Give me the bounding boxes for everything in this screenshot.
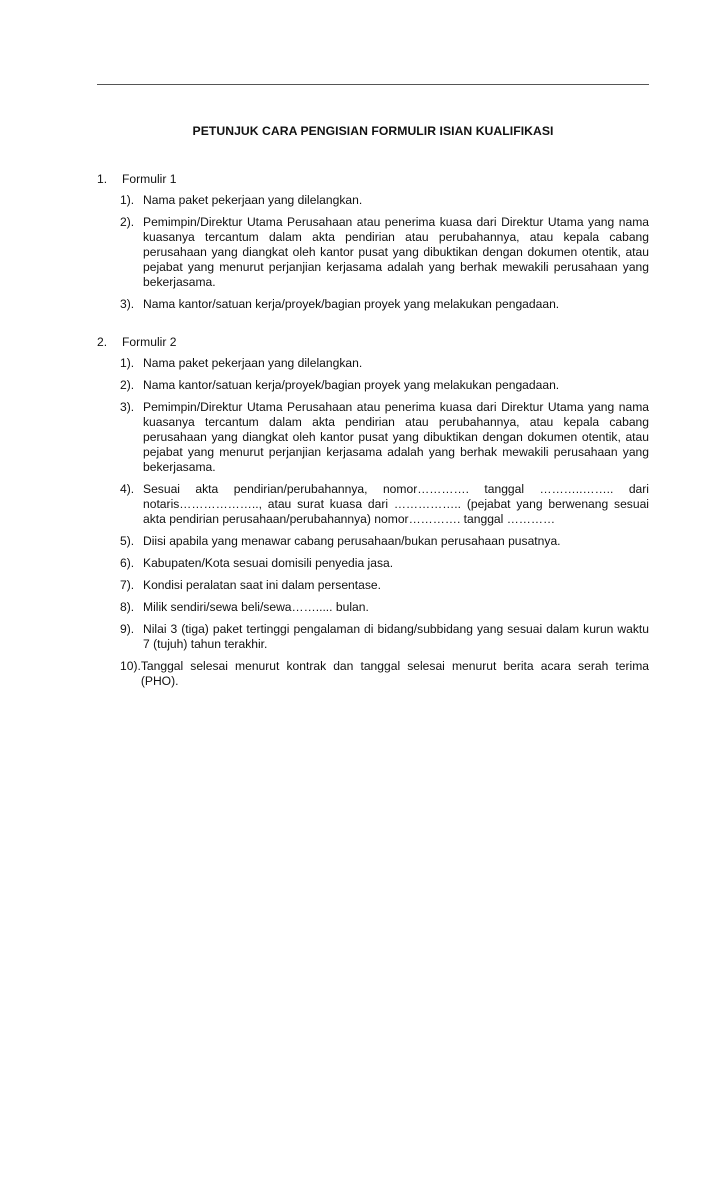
item-text: Tanggal selesai menurut kontrak dan tanggal selesai menurut berita acara serah terima (PHO). <box>140 659 649 688</box>
list-item <box>120 378 649 393</box>
item-number: 10). <box>120 659 141 673</box>
item-number: 2). <box>120 215 135 229</box>
list-item <box>120 600 649 615</box>
item-text: Nama kantor/satuan kerja/proyek/bagian proyek yang melakukan pengadaan. <box>143 378 560 392</box>
list-item <box>120 297 649 312</box>
list-item <box>120 659 649 689</box>
document-title: PETUNJUK CARA PENGISIAN FORMULIR ISIAN KUALIFIKASI <box>192 124 554 138</box>
instruction-list <box>97 172 649 696</box>
item-number: 5). <box>120 534 135 548</box>
section-items <box>97 356 649 689</box>
item-number: 1). <box>120 356 135 370</box>
list-item <box>120 482 649 527</box>
item-text: Diisi apabila yang menawar cabang perusahaan/bukan perusahaan pusatnya. <box>143 534 561 548</box>
section-number: 1. <box>97 172 108 186</box>
section-number: 2. <box>97 335 108 349</box>
list-item <box>120 578 649 593</box>
item-text: Nama paket pekerjaan yang dilelangkan. <box>143 193 363 207</box>
item-number: 1). <box>120 193 135 207</box>
item-text: Milik sendiri/sewa beli/sewa……..... bulan. <box>143 600 369 614</box>
item-text: Nama kantor/satuan kerja/proyek/bagian proyek yang melakukan pengadaan. <box>143 297 560 311</box>
section-heading <box>97 172 649 187</box>
list-item <box>120 356 649 371</box>
section-title: Formulir 1 <box>122 172 177 186</box>
item-text: Nilai 3 (tiga) paket tertinggi pengalaman di bidang/subbidang yang sesuai dalam kurun waktu 7 (tujuh) tahun terakhir. <box>143 622 649 651</box>
list-item <box>120 400 649 475</box>
section-heading <box>97 335 649 350</box>
item-number: 3). <box>120 297 135 311</box>
item-text: Nama paket pekerjaan yang dilelangkan. <box>143 356 363 370</box>
item-number: 2). <box>120 378 135 392</box>
item-text: Kondisi peralatan saat ini dalam persentase. <box>143 578 381 592</box>
item-text: Sesuai akta pendirian/perubahannya, nomor…………. tanggal ………..…….. dari notaris……………….., atau surat kuasa dari …………….. (pejabat yang berwenang sesuai akta pendirian perusahaan/perubahannya) nomor…………. tanggal ………… <box>143 482 649 526</box>
item-text: Kabupaten/Kota sesuai domisili penyedia jasa. <box>143 556 394 570</box>
item-number: 3). <box>120 400 135 414</box>
item-number: 9). <box>120 622 135 636</box>
section-formulir-2 <box>97 335 649 689</box>
section-items <box>97 193 649 312</box>
list-item <box>120 556 649 571</box>
item-number: 4). <box>120 482 135 496</box>
item-number: 7). <box>120 578 135 592</box>
list-item <box>120 622 649 652</box>
list-item <box>120 534 649 549</box>
top-divider <box>97 84 649 85</box>
item-text: Pemimpin/Direktur Utama Perusahaan atau penerima kuasa dari Direktur Utama yang nama kuasanya tercantum dalam akta pendirian atau perubahannya, atau kepala cabang perusahaan yang diangkat oleh kantor pusat yang dibuktikan dengan dokumen otentik, atau pejabat yang menurut perjanjian kerjasama adalah yang berhak mewakili perusahaan yang bekerjasama. <box>143 400 649 474</box>
section-formulir-1 <box>97 172 649 312</box>
list-item <box>120 193 649 208</box>
section-title: Formulir 2 <box>122 335 177 349</box>
item-number: 6). <box>120 556 135 570</box>
list-item <box>120 215 649 290</box>
item-number: 8). <box>120 600 135 614</box>
item-text: Pemimpin/Direktur Utama Perusahaan atau penerima kuasa dari Direktur Utama yang nama kuasanya tercantum dalam akta pendirian atau perubahannya, atau kepala cabang perusahaan yang diangkat oleh kantor pusat yang dibuktikan dengan dokumen otentik, atau pejabat yang menurut perjanjian kerjasama adalah yang berhak mewakili perusahaan yang bekerjasama. <box>143 215 649 289</box>
